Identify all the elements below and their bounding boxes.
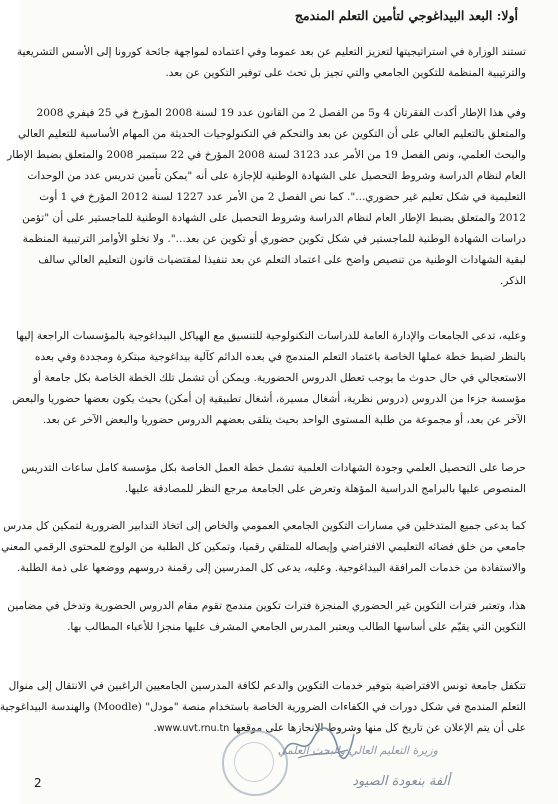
signature-block [130, 724, 450, 800]
text-line: والمتعلق بالتعليم العالي على أن التكوين عن بعد والتحكم في التكنولوجيات الحديثة من المهام الأساسية للتعليم العالي [17, 128, 526, 140]
text-line: حرصا على التحصيل العلمي وجودة الشهادات العلمية تشمل خطة العمل الخاصة بكل مؤسسة كامل ساعات التدريس [21, 462, 526, 474]
text-line: لبقية الشهادات الوطنية من تنصيص واضح على اعتماد التعلم عن بعد تنفيذا لمقتضيات قانون التعليم العالي سالف [38, 254, 526, 266]
text-line: كما يدعى جميع المتدخلين في مسارات التكوين الجامعي العمومي والخاص إلى اتخاذ التدابير الضرورية لتمكين كل مدرس [3, 520, 526, 532]
paragraph-legal-framework [7, 103, 526, 292]
text-line: بالنظر لضبط خطة عملها الخاصة باعتماد التعلم المندمج في بعده الدائم كآلية بيداغوجية مبتكرة ومجددة وفي بعده [34, 351, 526, 363]
text-line: الآخر عن بعد، أو مجموعة من طلبة المستوى الواحد بحيث يتلقى بعضهم الدروس حضوريا والبعض الآخر عن بعد. [42, 414, 526, 426]
text-fragment: على أن يتم الإعلان عن تاريخ كل منها وشروط الانجازها على موقعها [232, 722, 526, 734]
section-heading: أولا: البعد البيداغوجي لتأمين التعلم المندمج [294, 8, 518, 23]
page-number: 2 [34, 776, 42, 790]
text-line: الاستعجالي في حال حدوث ما يوجب تعطل الدروس الحضورية. ويمكن أن تشمل تلك الخطة الخاصة بكل جامعة أو [33, 372, 526, 384]
text-line: المنصوص عليها بالبرامج الدراسية المؤهلة وتعرض على الجامعة مرجع النظر للمصادقة عليها. [124, 483, 526, 495]
paragraph-quality [21, 458, 526, 500]
paragraph-universities-plan [12, 326, 526, 431]
text-line: تستند الوزارة في استراتيجيتها لتعزيز التعليم عن بعد عموما وفي اعتماده لمواجهة جائحة كورونا إلى الأسس التشريعية [16, 46, 526, 58]
paragraph-legal-basis [16, 42, 526, 84]
text-line: والبحث العلمي، ونص الفصل 19 من الأمر عدد 3123 لسنة 2008 المؤرخ في 22 سبتمبر 2008 والمتعلق بضبط الإطار [7, 149, 526, 161]
text-line: جامعي من خلق فضائه التعليمي الافتراضي وإيصاله للمتلقي رقميا، وتمكين كل الطلبة من الولوج للمحتوى الرقمي المعني [1, 541, 526, 553]
text-line: الذكر. [500, 275, 526, 287]
text-line: والترتيبية المنظمة للتكوين الجامعي والتي تجيز بل تحث على توفير التكوين عن بعد. [165, 67, 526, 79]
text-line: وعليه، تدعى الجامعات والإدارة العامة للدراسات التكنولوجية للتنسيق مع الهياكل البيداغوجية بالمؤسسات الراجعة إليها [16, 330, 526, 342]
text-line: هذا، وتعتبر فترات التكوين غير الحضوري المنجزة فترات تكوين مندمج تقوم مقام الدروس الحضورية وتدخل في مضامين [7, 600, 526, 612]
signatory-title: وزيرة التعليم العالي والبحث العلمي [277, 744, 438, 757]
text-line: دراسات الشهادة الوطنية للماجستير في شكل تكوين حضوري أو تكوين عن بعد...". ولا تخلو الأوامر الترتيبية المنظمة [22, 233, 526, 245]
text-line: 2012 والمتعلق بضبط الإطار العام لنظام الدراسة وشروط التحصيل على الشهادة الوطنية للماجستير على أن "تؤمن [22, 212, 526, 224]
website-link[interactable]: www.uvt.rnu.tn [156, 723, 230, 734]
text-line: العام لنظام الدراسة وشروط التحصيل على الشهادة الوطنية للإجازة على أنه "يمكن تأمين تدريس عدد من الوحدات [27, 170, 526, 182]
signatory-name: ألفة بنعودة الصيود [352, 774, 450, 789]
text-fragment: . [153, 722, 157, 734]
text-line: تتكفل جامعة تونس الافتراضية بتوفير خدمات التكوين والدعم لكافة المدرسين الجامعيين الراغبين في الانتقال إلى منوال [8, 680, 526, 692]
text-line: وفي هذا الإطار أكدت الفقرتان 4 و5 من الفصل 2 من القانون عدد 19 لسنة 2008 المؤرخ في 25 فيفري 2008 [36, 107, 526, 119]
text-line: مؤسسة جزءا من الدروس (دروس نظرية، أشغال مسيرة، أشغال تطبيقية إن أمكن) بحيث يكون بعضها حضوريا والبعض [12, 393, 526, 405]
text-line: التعلم المندمج في شكل دورات في الكفاءات الضرورية الخاصة باستخدام منصة "مودل" (Moodle) والهندسة البيداغوجية [0, 701, 526, 713]
text-line: التعليمية في شكل تعليم غير حضوري...". كما نص الفصل 2 من الأمر عدد 1227 لسنة 2012 المؤرخ في 1 أوت [39, 191, 526, 203]
paragraph-remote-periods [7, 596, 526, 638]
text-line: التكوين التي يقيّم على أساسها الطالب ويعتبر المدرس الجامعي المشرف عليها منجزا للأعباء المطالب بها. [67, 621, 526, 633]
text-line: والاستفادة من خدمات المرافقة البيداغوجية. وعليه، يدعى كل المدرسين إلى رقمنة دروسهم ووضعها على ذمة الطلبة. [16, 562, 526, 574]
paragraph-stakeholders [1, 516, 526, 579]
